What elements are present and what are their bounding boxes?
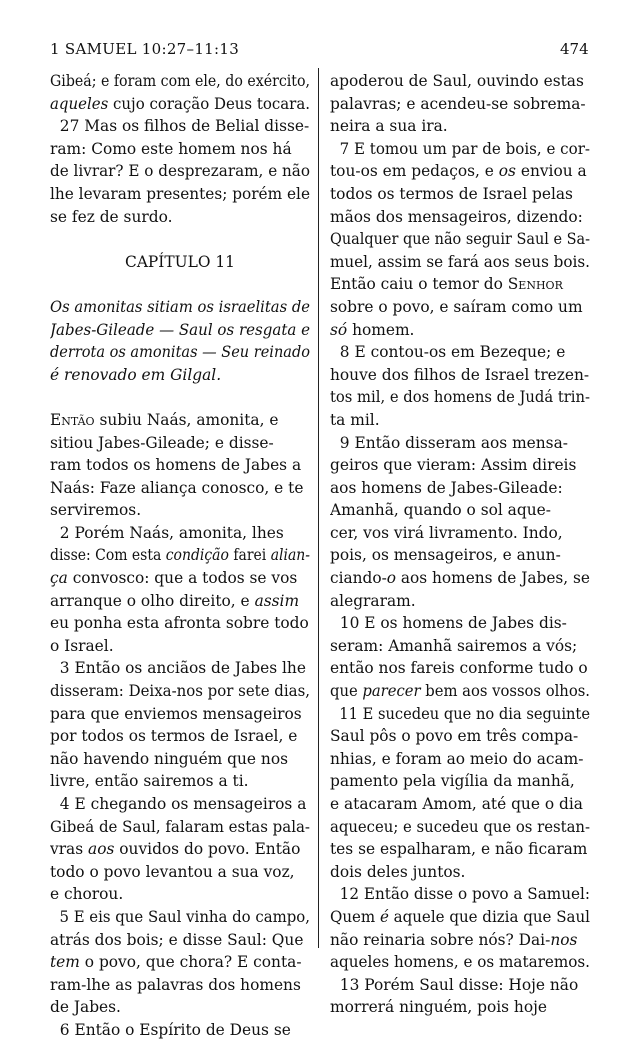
text-segment: ram: Como este homem nos há [50,139,292,158]
italic-text: aos [88,840,115,859]
text-segment: não havendo ninguém que nos [50,749,289,768]
text-line [330,590,590,613]
italic-text: o [386,569,397,588]
text-segment: aos homens de Jabes, se [396,569,590,588]
text-line [330,93,590,116]
text-line [50,432,310,455]
text-line [50,341,310,364]
text-line [50,138,310,161]
text-segment: apoderou de Saul, ouvindo estas [330,72,584,90]
text-segment: ram todos os homens de Jabes a [50,456,302,475]
text-segment: nhias, e foram ao meio do acam- [330,749,584,768]
text-line [50,477,310,500]
text-segment: Gibeá de Saul, falaram estas pala- [50,817,310,836]
text-segment: ouvidos do povo. Então [114,840,301,859]
text-segment: serviremos. [50,501,142,520]
text-segment: 3 Então os anciãos de Jabes lhe [50,659,306,678]
italic-text: Jabes-Gileade — Saul os resgata e [50,320,310,339]
text-line [50,522,310,545]
text-segment: todos os termos de Israel pelas [330,184,573,203]
text-line [50,929,310,952]
text-line [50,454,310,477]
italic-text: aqueles [50,94,109,113]
text-segment: lhe levaram presentes; porém ele [50,184,310,203]
text-segment: dois deles juntos. [330,862,466,881]
text-segment: vras [50,840,89,859]
text-segment: sitiou Jabes-Gileade; e disse- [50,433,274,452]
text-line [330,160,590,183]
text-line [330,657,590,680]
text-segment: por todos os termos de Israel, e [50,727,298,746]
text-segment: disseram: Deixa-nos por sete dias, [50,682,310,701]
text-segment: 12 Então disse o povo a Samuel: [330,885,590,904]
text-line [330,454,590,477]
text-segment: de Jabes. [50,998,121,1017]
text-line [330,612,590,635]
text-segment: que [330,682,363,701]
italic-text: é renovado em Gilgal. [50,365,222,384]
text-segment: pois, os mensageiros, e anun- [330,546,561,565]
blank-line [50,228,310,251]
text-segment: cujo coração Deus tocara. [108,94,310,113]
blank-line [50,386,310,409]
text-line [50,793,310,816]
text-line [50,93,310,116]
text-segment: 27 Mas os filhos de Belial disse- [50,117,310,136]
text-line [330,544,590,567]
text-line [330,477,590,500]
text-line [50,951,310,974]
text-line [330,567,590,590]
column-divider [318,68,319,948]
italic-text: parecer [362,682,421,701]
text-segment: tes se espalharam, e não ficaram [330,840,588,859]
text-segment: e atacaram Amom, até que o dia [330,795,583,813]
left-text-column [50,70,310,1042]
text-segment: Quem [330,907,380,926]
text-line [50,816,310,839]
text-segment: e chorou. [50,885,124,904]
italic-text: assim [254,591,300,610]
text-line [330,364,590,387]
text-line [330,703,590,726]
text-line [50,567,310,590]
italic-text: é [379,907,389,926]
text-line [50,499,310,522]
italic-text: nos [550,930,578,949]
text-line [330,861,590,884]
text-line [330,273,590,296]
italic-text: derrota os amonitas — Seu reinado [50,343,310,362]
italic-text: condição [165,546,229,565]
text-line [50,183,310,206]
text-line [330,725,590,748]
text-line [50,1019,310,1042]
text-line [330,793,590,816]
text-segment: aquele que dizia que Saul [388,907,590,926]
text-line [50,703,310,726]
text-line [330,319,590,342]
text-segment: seram: Amanhã sairemos a vós; [330,636,578,655]
text-line [50,70,310,93]
text-segment: Amanhã, quando o sol aque- [330,501,551,520]
text-line [330,432,590,455]
text-segment: então nos fareis conforme tudo o [330,659,588,678]
italic-text: alian- [270,546,310,565]
page-number: 474 [560,40,589,58]
text-segment: Naás: Faze aliança conosco, e te [50,478,304,497]
text-line [50,883,310,906]
text-segment: 11 E sucedeu que no dia seguinte [330,704,590,723]
text-segment: o Israel. [50,636,114,655]
text-segment: atrás dos bois; e disse Saul: Que [50,930,304,949]
text-line [330,770,590,793]
text-segment: tos mil, e dos homens de Judá trin- [330,388,590,407]
text-line [330,386,590,409]
text-line [330,70,590,93]
italic-text: só [330,320,348,339]
text-segment: neira a sua ira. [330,117,448,136]
text-segment: homem. [347,320,415,339]
text-line [330,296,590,319]
text-line [50,544,310,567]
text-line [330,996,590,1019]
text-segment: enviou a [515,162,587,181]
text-line [330,906,590,929]
text-segment: Saul pôs o povo em três compa- [330,727,579,746]
text-segment: aos homens de Jabes-Gileade: [330,478,563,497]
text-segment: bem aos vossos olhos. [420,682,590,701]
text-line [50,635,310,658]
text-segment: 6 Então o Espírito de Deus se [50,1020,291,1039]
text-segment: de livrar? E o desprezaram, e não [50,162,310,181]
text-segment: 2 Porém Naás, amonita, lhes [50,523,284,542]
text-line [330,341,590,364]
text-segment: sobre o povo, e saíram como um [330,297,583,316]
text-segment: Então caiu o temor do [330,275,508,294]
text-line [330,951,590,974]
text-segment: para que enviemos mensageiros [50,704,302,723]
running-title: 1 SAMUEL 10:27–11:13 [50,40,240,58]
text-segment: alegraram. [330,591,416,610]
text-segment: farei [228,546,271,565]
text-line [330,838,590,861]
text-line [330,816,590,839]
text-segment: convosco: que a todos se vos [67,569,298,588]
text-line [50,115,310,138]
text-segment: aqueceu; e sucedeu que os restan- [330,817,590,836]
text-line [50,680,310,703]
text-line [330,748,590,771]
text-segment: 13 Porém Saul disse: Hoje não [330,975,579,994]
text-segment: ram-lhe as palavras dos homens [50,975,301,994]
text-line [50,770,310,793]
text-line [330,929,590,952]
text-line [330,499,590,522]
text-line [330,974,590,997]
text-segment: morrerá ninguém, pois hoje [330,998,547,1017]
italic-text: os [498,162,516,181]
text-line [330,228,590,251]
text-line [50,996,310,1019]
text-line [330,183,590,206]
text-segment: Gibeá; e foram com ele, do exército, [50,72,310,90]
text-segment: pamento pela vigília da manhã, [330,772,575,791]
text-line [50,612,310,635]
text-segment: arranque o olho direito, e [50,591,255,610]
italic-text: ça [50,569,68,588]
text-line [50,590,310,613]
small-caps-text: Então [50,410,95,429]
text-line [50,296,310,319]
text-segment: 10 E os homens de Jabes dis- [330,614,567,633]
text-line [330,680,590,703]
text-line [50,364,310,387]
text-segment: ta mil. [330,410,380,429]
text-line [50,861,310,884]
text-line [50,206,310,229]
text-segment: o povo, que chora? E conta- [79,953,302,972]
right-text-column [330,70,590,1019]
text-line [50,974,310,997]
text-line [50,251,310,274]
text-segment: 9 Então disseram aos mensa- [330,433,568,452]
text-segment: CAPÍTULO 11 [125,252,235,271]
text-line [50,409,310,432]
italic-text: Os amonitas sitiam os israelitas de [50,297,310,316]
text-line [330,883,590,906]
text-line [50,725,310,748]
text-line [330,251,590,274]
text-segment: 8 E contou-os em Bezeque; e [330,343,566,362]
text-segment: palavras; e acendeu-se sobrema- [330,94,586,113]
text-line [50,906,310,929]
text-segment: todo o povo levantou a sua voz, [50,862,295,881]
text-segment: 7 E tomou um par de bois, e cor- [330,139,590,158]
text-segment: mãos dos mensageiros, dizendo: [330,207,583,226]
small-caps-text: Senhor [507,275,563,294]
text-line [330,206,590,229]
text-segment: ciando- [330,569,387,588]
text-segment: houve dos filhos de Israel trezen- [330,365,590,384]
text-line [50,838,310,861]
text-line [50,160,310,183]
text-line [330,115,590,138]
text-segment: livre, então sairemos a ti. [50,772,249,791]
text-segment: se fez de surdo. [50,207,173,226]
text-segment: não reinaria sobre nós? Dai- [330,930,551,949]
text-line [50,748,310,771]
text-segment: disse: Com esta [50,546,166,565]
text-segment: aqueles homens, e os mataremos. [330,953,590,972]
text-line [50,657,310,680]
blank-line [50,273,310,296]
text-segment: geiros que vieram: Assim direis [330,456,577,475]
text-segment: 5 E eis que Saul vinha do campo, [50,907,310,926]
text-line [50,319,310,342]
text-line [330,409,590,432]
italic-text: tem [50,953,80,972]
text-segment: cer, vos virá livramento. Indo, [330,523,563,542]
text-segment: Qualquer que não seguir Saul e Sa- [330,230,590,249]
text-line [330,138,590,161]
text-segment: subiu Naás, amonita, e [94,410,279,429]
text-segment: 4 E chegando os mensageiros a [50,795,307,813]
text-line [330,522,590,545]
text-segment: eu ponha esta afronta sobre todo [50,614,309,633]
text-segment: muel, assim se fará aos seus bois. [330,252,590,271]
text-segment: tou-os em pedaços, e [330,162,499,181]
text-line [330,635,590,658]
